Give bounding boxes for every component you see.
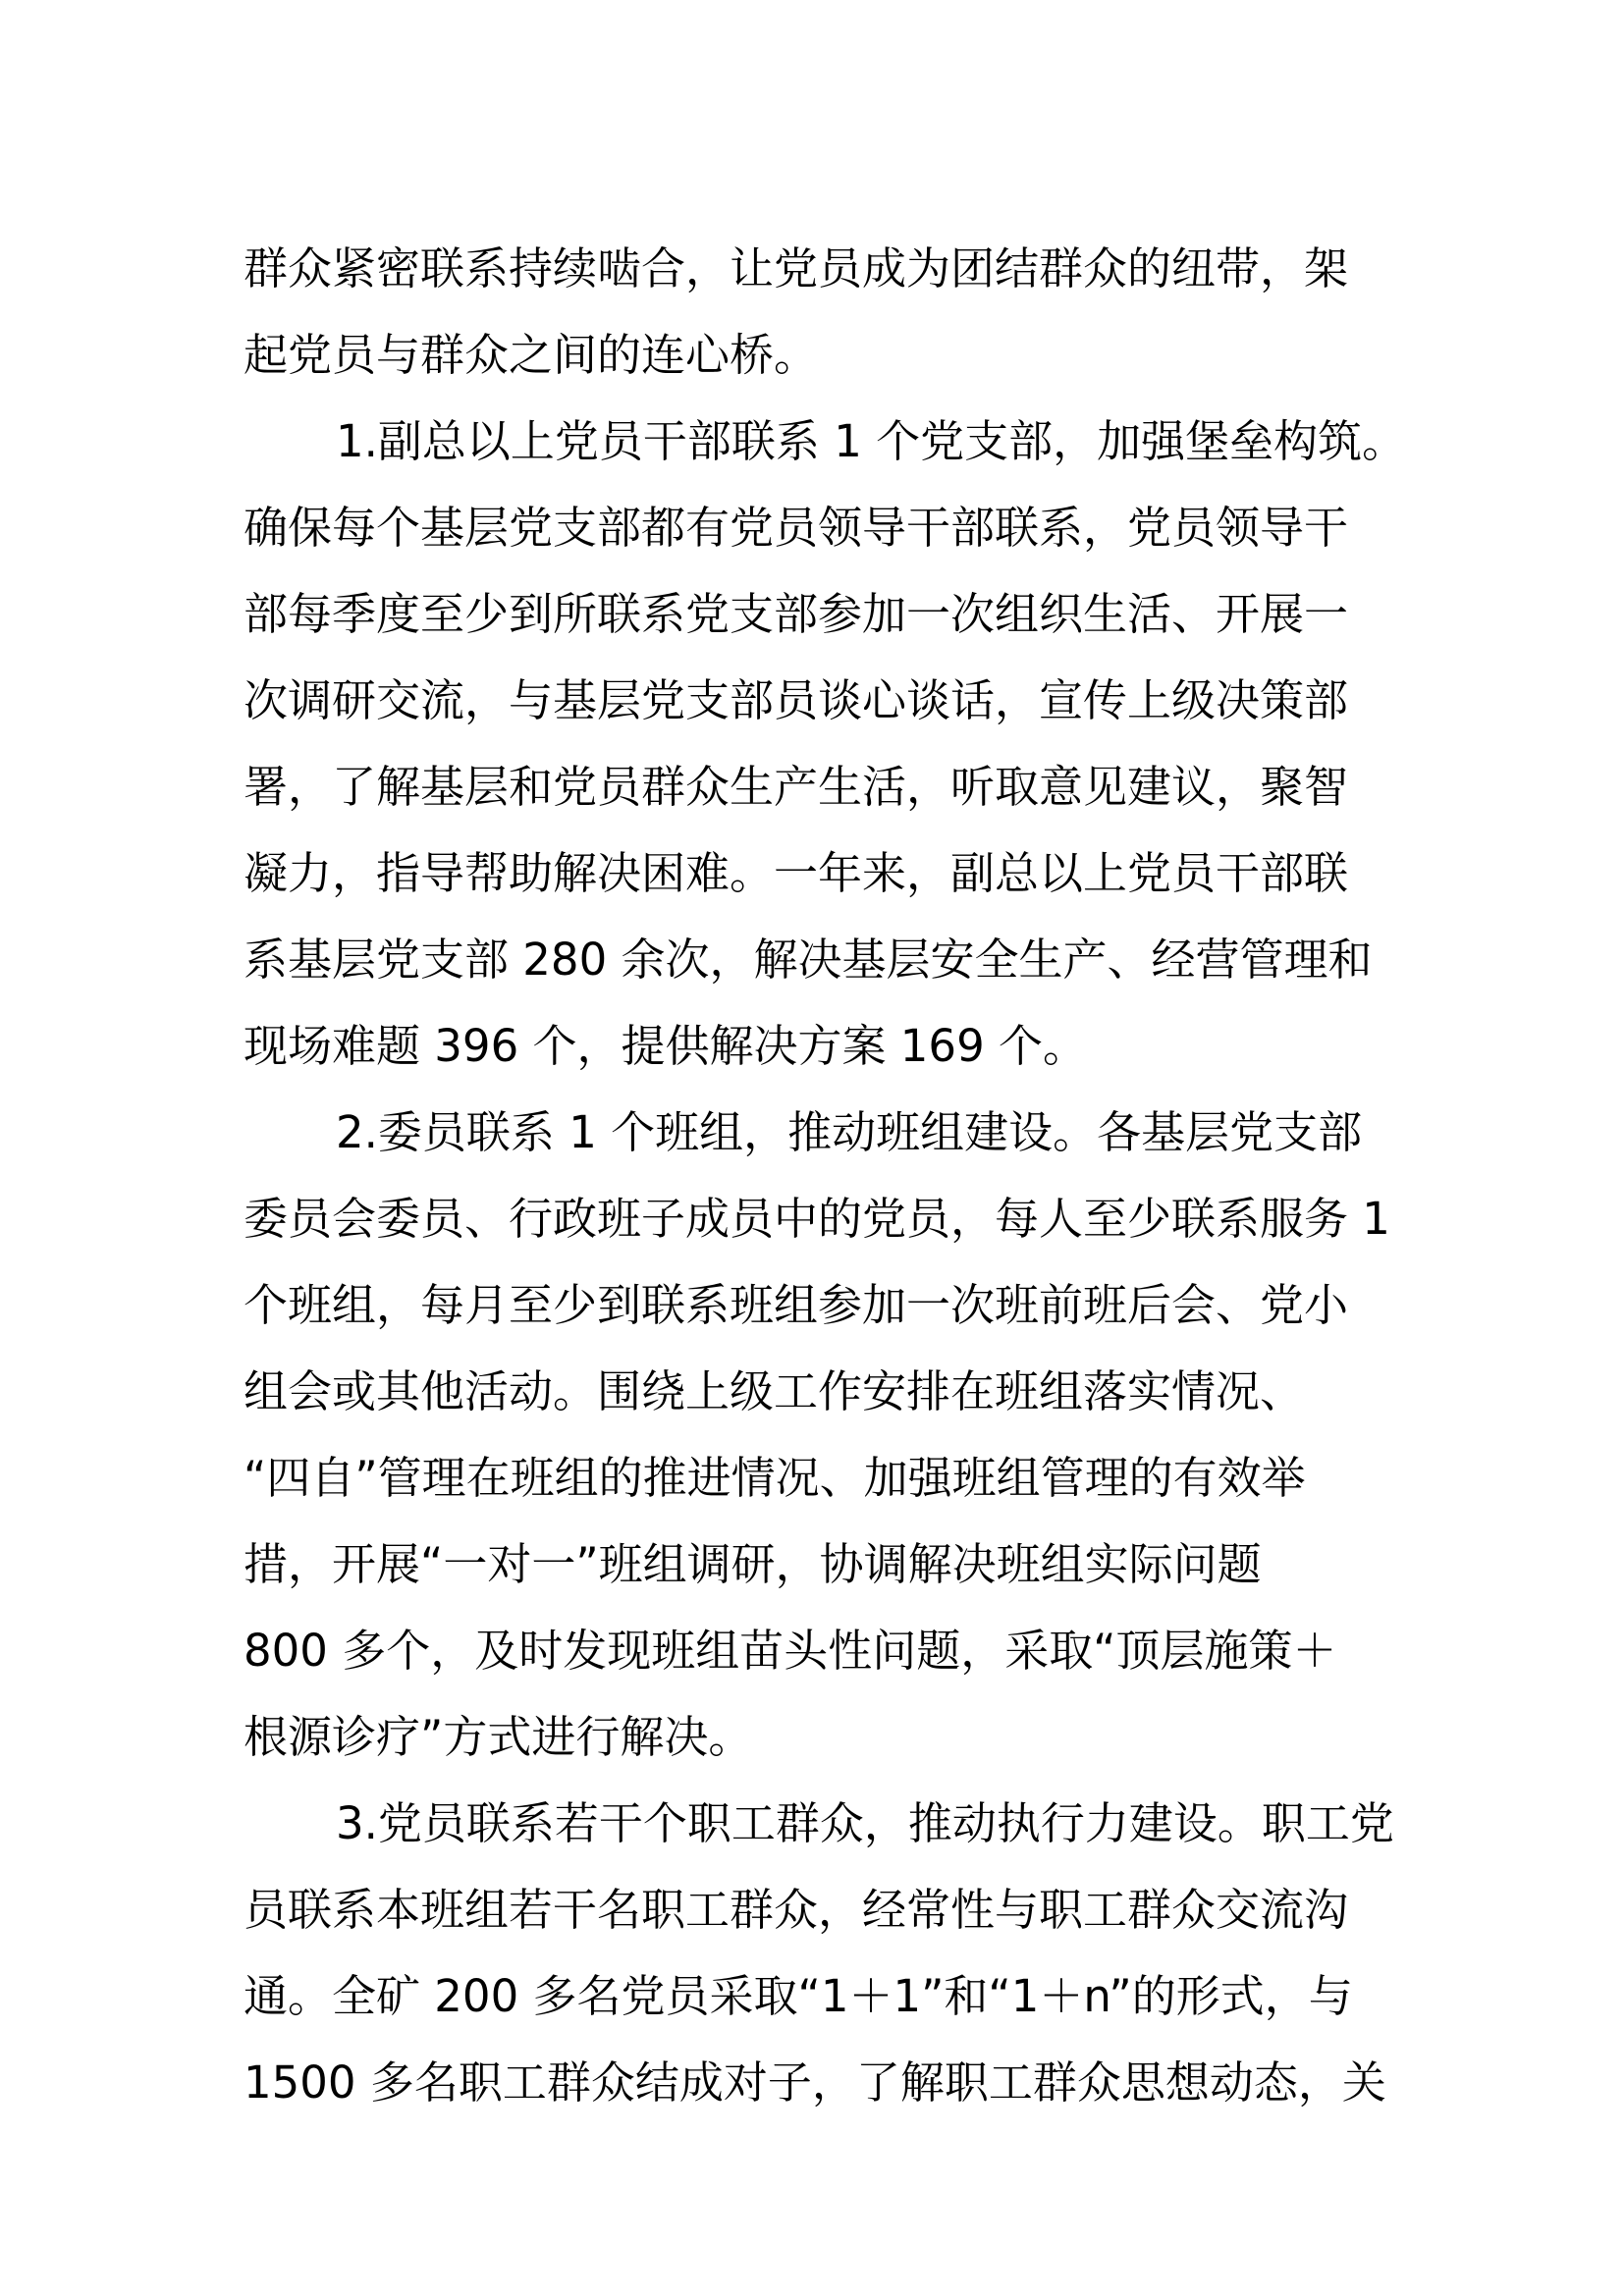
- text-line-first: 1.副总以上党员干部联系 1 个党支部，加强堡垒构筑。: [336, 415, 1407, 467]
- text-line: 群众紧密联系持续啮合，让党员成为团结群众的纽带，架: [244, 242, 1349, 294]
- text-line-first: 2.委员联系 1 个班组，推动班组建设。各基层党支部: [336, 1106, 1363, 1158]
- text-line: “四自”管理在班组的推进情况、加强班组管理的有效举: [244, 1452, 1306, 1504]
- text-line: 凝力，指导帮助解决困难。一年来，副总以上党员干部联: [244, 847, 1349, 899]
- text-line: 通。全矿 200 多名党员采取“1＋1”和“1＋n”的形式，与: [244, 1970, 1353, 2022]
- paragraph-intro-continuation: [244, 226, 1392, 399]
- text-line: 根源诊疗”方式进行解决。: [244, 1711, 753, 1763]
- text-line: 1500 多名职工群众结成对子，了解职工群众思想动态，关: [244, 2056, 1386, 2109]
- paragraph-item-3: [244, 1781, 1392, 2126]
- document-body: [244, 226, 1407, 2126]
- text-line: 次调研交流，与基层党支部员谈心谈话，宣传上级决策部: [244, 674, 1349, 726]
- text-line: 员联系本班组若干名职工群众，经常性与职工群众交流沟: [244, 1884, 1349, 1936]
- text-line: 措，开展“一对一”班组调研，协调解决班组实际问题: [244, 1538, 1262, 1590]
- text-line: 系基层党支部 280 余次，解决基层安全生产、经营管理和: [244, 934, 1373, 986]
- text-line: 个班组，每月至少到联系班组参加一次班前班后会、党小: [244, 1279, 1349, 1331]
- text-line: 800 多个，及时发现班组苗头性问题，采取“顶层施策＋: [244, 1625, 1337, 1677]
- text-line: 委员会委员、行政班子成员中的党员，每人至少联系服务 1: [244, 1193, 1390, 1245]
- paragraph-item-1: [244, 399, 1407, 1090]
- text-line: 确保每个基层党支部都有党员领导干部联系，党员领导干: [244, 502, 1349, 554]
- text-line: 起党员与群众之间的连心桥。: [244, 329, 819, 381]
- text-line-first: 3.党员联系若干个职工群众，推动执行力建设。职工党: [336, 1797, 1394, 1849]
- text-line: 署，了解基层和党员群众生产生活，听取意见建议，聚智: [244, 761, 1349, 813]
- text-line: 组会或其他活动。围绕上级工作安排在班组落实情况、: [244, 1365, 1305, 1417]
- text-line: 现场难题 396 个，提供解决方案 169 个。: [244, 1020, 1088, 1072]
- text-line: 部每季度至少到所联系党支部参加一次组织生活、开展一: [244, 588, 1349, 640]
- paragraph-item-2: [244, 1090, 1392, 1781]
